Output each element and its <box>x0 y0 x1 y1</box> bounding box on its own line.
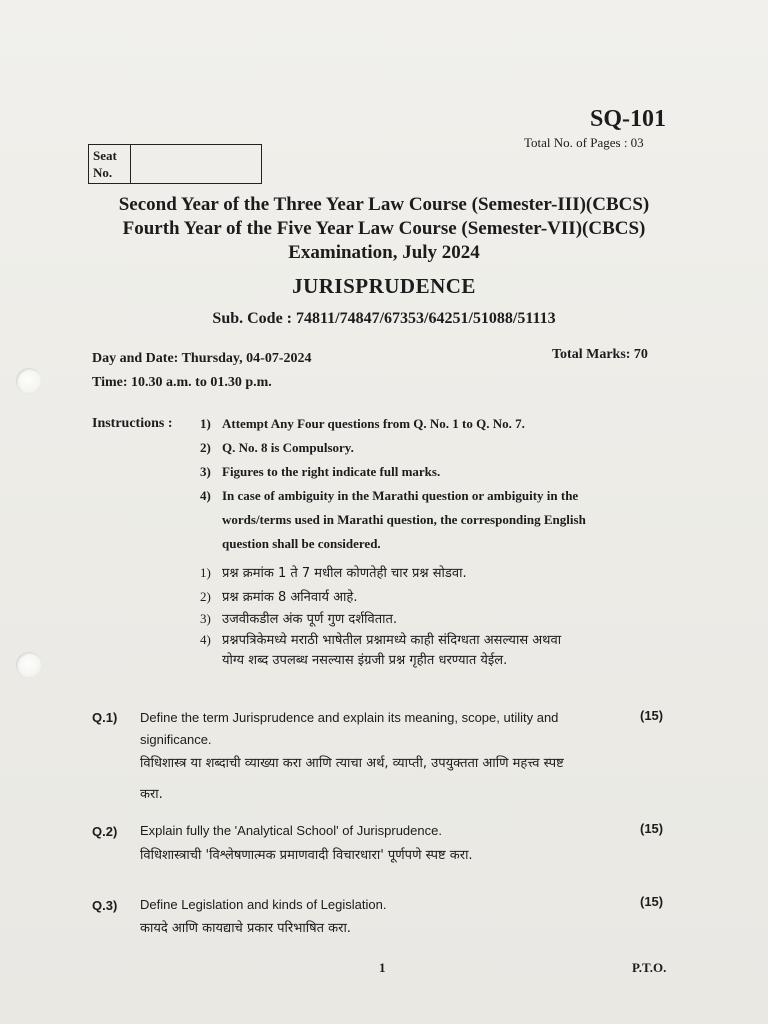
marathi-instruction-item-continued: योग्य शब्द उपलब्ध नसल्यास इंग्रजी प्रश्न गृहीत धरण्यात येईल. <box>222 653 508 668</box>
question-text-marathi-continued: करा. <box>140 787 163 802</box>
marathi-instruction-item: 1) प्रश्न क्रमांक 1 ते 7 मधील कोणतेही चार प्रश्न सोडवा. <box>200 565 467 581</box>
course-title-line2: Fourth Year of the Five Year Law Course (Semester-VII)(CBCS) <box>122 218 646 239</box>
paper-code: SQ-101 <box>590 106 667 132</box>
seat-number-box <box>88 144 262 184</box>
instruction-item: 1) Attempt Any Four questions from Q. No. 1 to Q. No. 7. <box>200 416 525 431</box>
day-and-date: Day and Date: Thursday, 04-07-2024 <box>92 351 312 366</box>
seat-label: Seat No. <box>89 145 131 183</box>
question-text-marathi: विधिशास्त्राची 'विश्लेषणात्मक प्रमाणवादी विचारधारा' पूर्णपणे स्पष्ट करा. <box>140 848 473 863</box>
marathi-instruction-item: 2) प्रश्न क्रमांक 8 अनिवार्य आहे. <box>200 589 358 605</box>
instruction-item: 3) Figures to the right indicate full marks. <box>200 464 441 479</box>
question-marks: (15) <box>640 894 664 909</box>
marathi-instruction-item: 4) प्रश्नपत्रिकेमध्ये मराठी भाषेतील प्रश्नामध्ये काही संदिग्धता असल्यास अथवा <box>200 632 562 648</box>
question-text: Explain fully the 'Analytical School' of Jurisprudence. <box>140 823 442 838</box>
pto-label: P.T.O. <box>632 960 667 975</box>
page-number: 1 <box>379 960 386 975</box>
question-number: Q.3) <box>92 898 118 913</box>
question-text-continued: significance. <box>140 732 212 747</box>
course-title-line1: Second Year of the Three Year Law Course (Semester-III)(CBCS) <box>118 194 650 215</box>
question-marks: (15) <box>640 821 664 836</box>
question-text-marathi: कायदे आणि कायद्याचे प्रकार परिभाषित करा. <box>140 921 351 936</box>
total-marks: Total Marks: 70 <box>552 347 648 362</box>
sub-code: Sub. Code : 74811/74847/67353/64251/51088/51113 <box>212 310 556 327</box>
question-marks: (15) <box>640 708 664 723</box>
instruction-item: 2) Q. No. 8 is Compulsory. <box>200 440 354 455</box>
punch-hole <box>16 652 42 678</box>
question-number: Q.1) <box>92 710 118 725</box>
question-number: Q.2) <box>92 824 118 839</box>
subject-title: JURISPRUDENCE <box>292 274 476 298</box>
total-pages: Total No. of Pages : 03 <box>524 135 644 150</box>
instruction-item-continued: words/terms used in Marathi question, the corresponding English <box>222 512 586 527</box>
question-text: Define Legislation and kinds of Legislation. <box>140 897 387 912</box>
punch-hole <box>16 368 42 394</box>
exam-title: Examination, July 2024 <box>288 242 480 263</box>
marathi-instruction-item: 3) उजवीकडील अंक पूर्ण गुण दर्शवितात. <box>200 611 398 627</box>
question-text-marathi: विधिशास्त्र या शब्दाची व्याख्या करा आणि त्याचा अर्थ, व्याप्ती, उपयुक्तता आणि महत्त्व स्पष्ट <box>140 756 564 771</box>
seat-number-field <box>131 145 261 183</box>
instructions-label: Instructions : <box>92 416 173 431</box>
exam-time: Time: 10.30 a.m. to 01.30 p.m. <box>92 375 272 390</box>
question-text: Define the term Jurisprudence and explain its meaning, scope, utility and <box>140 710 559 725</box>
instruction-item: 4) In case of ambiguity in the Marathi question or ambiguity in the <box>200 488 579 503</box>
instruction-item-continued: question shall be considered. <box>222 536 381 551</box>
